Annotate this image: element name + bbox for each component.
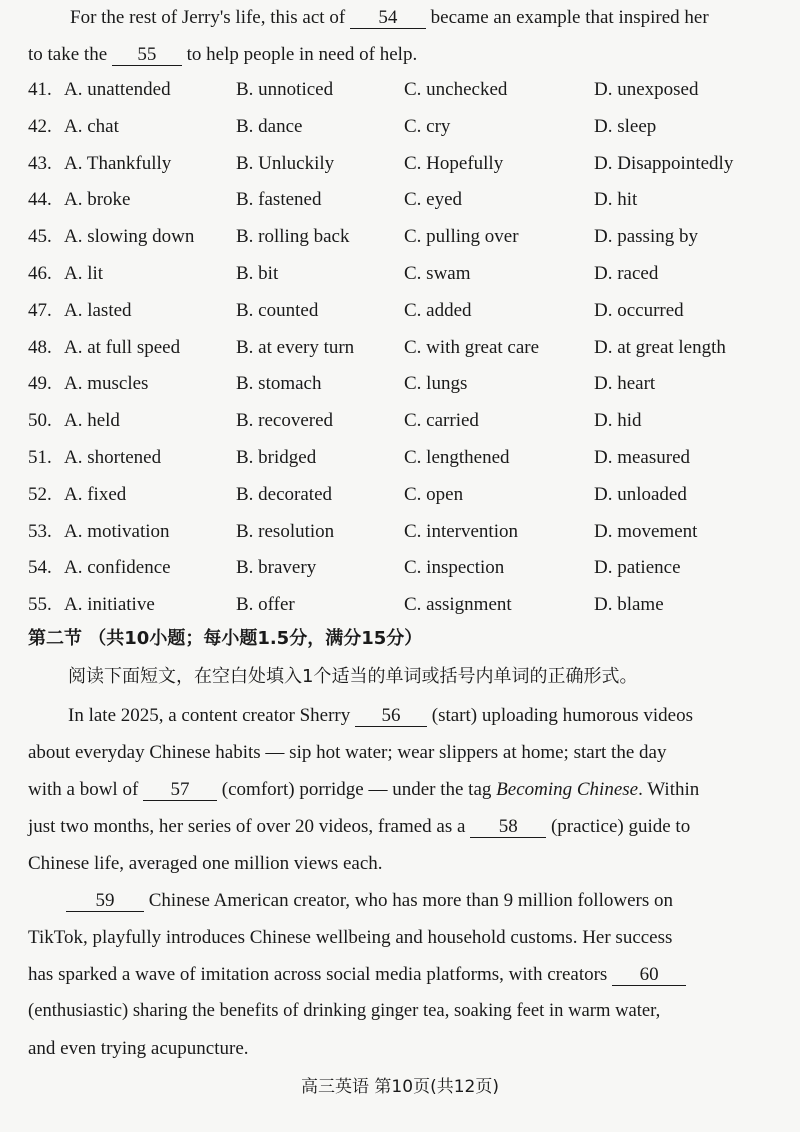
option-b[interactable]: B. rolling back xyxy=(236,226,350,248)
question-number: 53. xyxy=(28,520,52,542)
blank-58: 58 xyxy=(470,817,546,838)
passage-line xyxy=(66,891,673,912)
option-b[interactable]: B. bravery xyxy=(236,557,317,579)
question-number: 51. xyxy=(28,447,52,468)
option-a[interactable]: A. lasted xyxy=(64,299,132,321)
option-b[interactable]: B. stomach xyxy=(236,373,322,395)
question-number: 54. xyxy=(28,557,52,579)
option-d[interactable]: D. at great length xyxy=(594,336,726,358)
option-c[interactable]: C. assignment xyxy=(404,594,512,616)
question-number: 41. xyxy=(28,79,52,100)
passage-text: just two months, her series of over 20 videos, framed as a xyxy=(28,816,466,837)
passage-line: about everyday Chinese habits — sip hot water; wear slippers at home; start the day xyxy=(28,742,667,763)
passage-text: (practice) guide to xyxy=(550,816,691,837)
option-d[interactable]: D. hit xyxy=(594,189,638,211)
intro-text: became an example that inspired her xyxy=(430,7,709,28)
option-c[interactable]: C. cry xyxy=(404,115,451,137)
question-number: 45. xyxy=(28,226,52,248)
passage-line xyxy=(28,965,686,986)
question-number: 48. xyxy=(28,336,52,358)
option-d[interactable]: D. raced xyxy=(594,263,659,284)
intro-line-2 xyxy=(28,45,417,66)
option-a[interactable]: A. held xyxy=(64,410,120,432)
passage-text: (start) uploading humorous videos xyxy=(431,705,693,726)
question-number: 46. xyxy=(28,263,52,284)
passage-text: with a bowl of xyxy=(28,779,139,800)
option-b[interactable]: B. bridged xyxy=(236,447,317,468)
option-c[interactable]: C. with great care xyxy=(404,336,540,358)
intro-text: to take the xyxy=(28,44,108,65)
option-c[interactable]: C. swam xyxy=(404,263,471,284)
option-d[interactable]: D. hid xyxy=(594,410,642,432)
option-a[interactable]: A. lit xyxy=(64,263,104,284)
option-d[interactable]: D. occurred xyxy=(594,299,684,321)
passage-line xyxy=(28,780,699,801)
option-a[interactable]: A. unattended xyxy=(64,79,171,100)
intro-line-1 xyxy=(70,8,709,29)
option-c[interactable]: C. eyed xyxy=(404,189,463,211)
option-b[interactable]: B. resolution xyxy=(236,520,335,542)
intro-text: to help people in need of help. xyxy=(186,44,418,65)
option-b[interactable]: B. unnoticed xyxy=(236,79,334,100)
option-a[interactable]: A. motivation xyxy=(64,520,170,542)
passage-text: . Within xyxy=(638,779,700,800)
passage-text: (comfort) porridge — under the tag xyxy=(221,779,492,800)
option-c[interactable]: C. Hopefully xyxy=(404,152,504,174)
passage-line: and even trying acupuncture. xyxy=(28,1038,249,1059)
question-number: 55. xyxy=(28,594,52,616)
option-a[interactable]: A. Thankfully xyxy=(64,152,172,174)
option-d[interactable]: D. blame xyxy=(594,594,664,616)
passage-text: has sparked a wave of imitation across social media platforms, with creators xyxy=(28,964,608,985)
passage-text: In late 2025, a content creator Sherry xyxy=(68,705,351,726)
intro-text: For the rest of Jerry's life, this act of xyxy=(70,7,346,28)
option-c[interactable]: C. pulling over xyxy=(404,226,519,248)
blank-54: 54 xyxy=(350,8,426,29)
blank-55: 55 xyxy=(112,45,182,66)
tag-text: Becoming Chinese xyxy=(496,779,639,800)
option-b[interactable]: B. decorated xyxy=(236,483,333,505)
option-d[interactable]: D. Disappointedly xyxy=(594,152,734,174)
passage-line: Chinese life, averaged one million views each. xyxy=(28,853,383,874)
passage-text: Chinese American creator, who has more than 9 million followers on xyxy=(148,890,673,911)
option-c[interactable]: C. carried xyxy=(404,410,479,432)
option-d[interactable]: D. measured xyxy=(594,447,691,468)
option-a[interactable]: A. slowing down xyxy=(64,226,195,248)
option-b[interactable]: B. offer xyxy=(236,594,295,616)
option-d[interactable]: D. passing by xyxy=(594,226,698,248)
blank-60: 60 xyxy=(612,965,686,986)
option-d[interactable]: D. unexposed xyxy=(594,79,699,100)
option-a[interactable]: A. shortened xyxy=(64,447,162,468)
option-d[interactable]: D. movement xyxy=(594,520,698,542)
option-a[interactable]: A. at full speed xyxy=(64,336,181,358)
passage-line xyxy=(68,706,693,727)
option-c[interactable]: C. unchecked xyxy=(404,79,508,100)
question-number: 42. xyxy=(28,115,52,137)
option-c[interactable]: C. intervention xyxy=(404,520,518,542)
option-a[interactable]: A. initiative xyxy=(64,594,155,616)
option-c[interactable]: C. lengthened xyxy=(404,447,510,468)
option-d[interactable]: D. sleep xyxy=(594,115,657,137)
passage-line: TikTok, playfully introduces Chinese wellbeing and household customs. Her success xyxy=(28,927,673,948)
option-b[interactable]: B. Unluckily xyxy=(236,152,335,174)
option-c[interactable]: C. open xyxy=(404,483,464,505)
passage-line xyxy=(28,817,690,838)
option-c[interactable]: C. inspection xyxy=(404,557,505,579)
question-number: 50. xyxy=(28,410,52,432)
option-d[interactable]: D. heart xyxy=(594,373,656,395)
option-a[interactable]: A. fixed xyxy=(64,483,127,505)
blank-59: 59 xyxy=(66,891,144,912)
question-number: 44. xyxy=(28,189,52,211)
option-b[interactable]: B. dance xyxy=(236,115,303,137)
option-c[interactable]: C. added xyxy=(404,299,472,321)
option-b[interactable]: B. fastened xyxy=(236,189,322,211)
option-b[interactable]: B. counted xyxy=(236,299,319,321)
section-2-heading: 第二节 （共10小题；每小题1.5分，满分15分） xyxy=(28,628,423,649)
option-b[interactable]: B. recovered xyxy=(236,410,334,432)
question-number: 49. xyxy=(28,373,52,395)
blank-56: 56 xyxy=(355,706,427,727)
question-number: 52. xyxy=(28,483,52,505)
option-a[interactable]: A. muscles xyxy=(64,373,149,395)
question-number: 43. xyxy=(28,152,52,174)
section-2-instruction: 阅读下面短文，在空白处填入1个适当的单词或括号内单词的正确形式。 xyxy=(68,666,638,687)
option-b[interactable]: B. bit xyxy=(236,263,279,284)
blank-57: 57 xyxy=(143,780,217,801)
page-footer: 高三英语 第10页(共12页) xyxy=(301,1077,499,1097)
option-a[interactable]: A. chat xyxy=(64,115,119,137)
option-d[interactable]: D. patience xyxy=(594,557,681,579)
option-a[interactable]: A. confidence xyxy=(64,557,171,579)
option-a[interactable]: A. broke xyxy=(64,189,131,211)
option-d[interactable]: D. unloaded xyxy=(594,483,687,505)
option-c[interactable]: C. lungs xyxy=(404,373,468,395)
option-b[interactable]: B. at every turn xyxy=(236,336,355,358)
question-number: 47. xyxy=(28,299,52,321)
passage-line: (enthusiastic) sharing the benefits of drinking ginger tea, soaking feet in warm water, xyxy=(28,1000,661,1021)
